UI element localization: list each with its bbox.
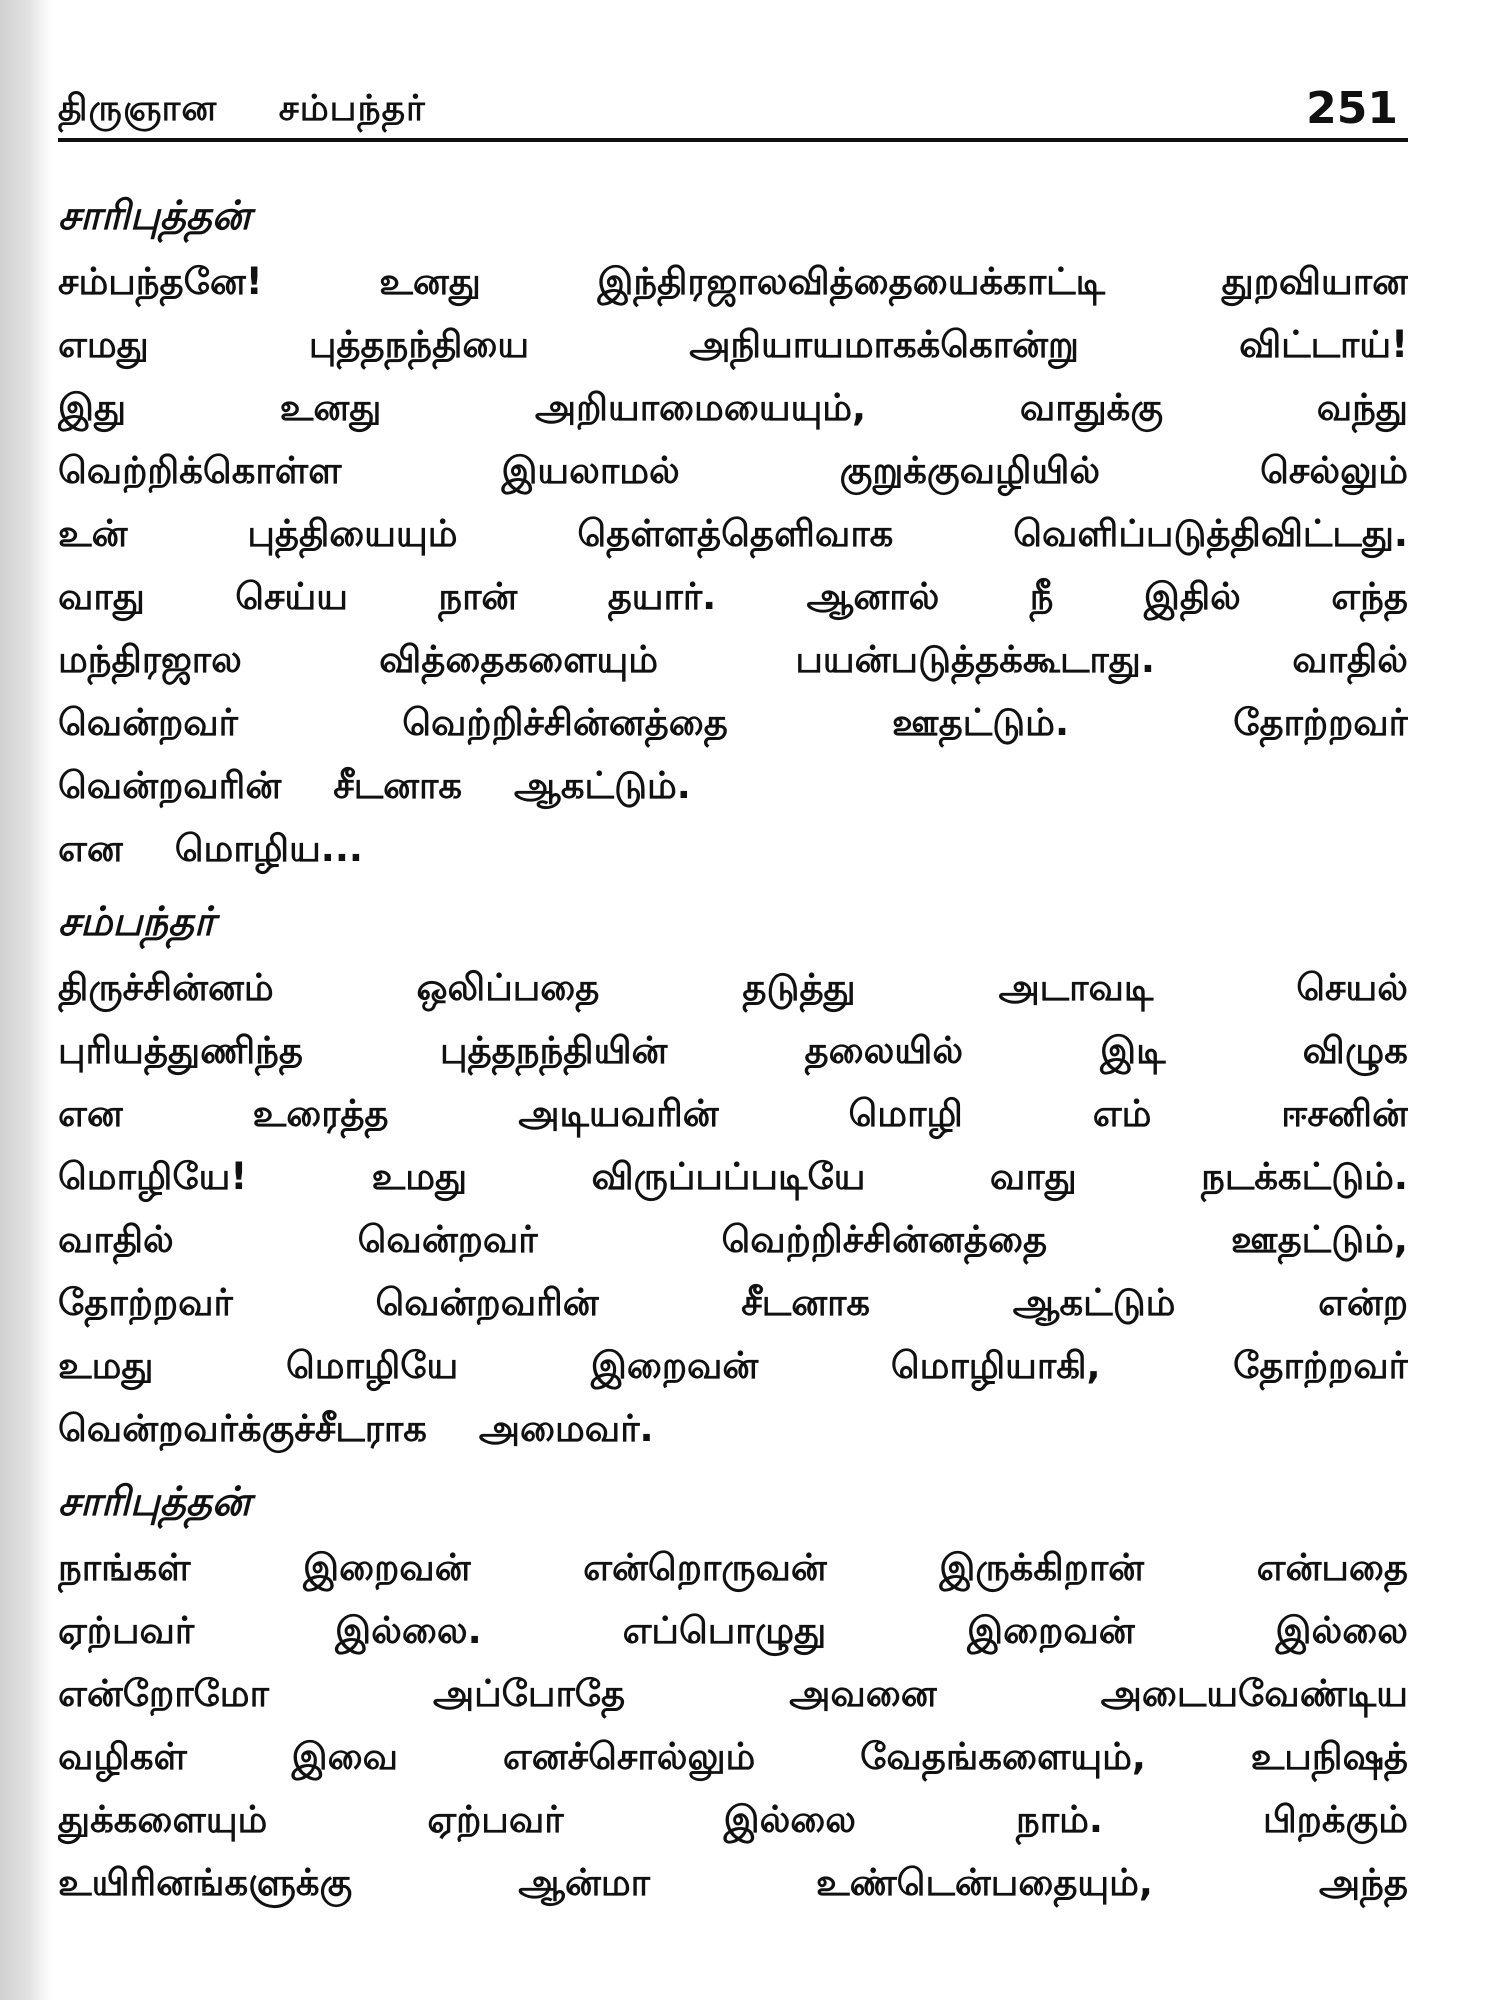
word: சீடனாக: [741, 1281, 871, 1324]
word: துறவியான: [1221, 260, 1408, 303]
word: வெற்றிச்சின்னத்தை: [721, 1218, 1048, 1261]
text-line: [58, 250, 1408, 313]
word: விட்டாய்!: [1239, 323, 1408, 366]
word: வாதில்: [1292, 638, 1408, 681]
text-line: [58, 628, 1408, 691]
word: இறைவன்: [967, 1609, 1135, 1652]
word: உன்: [58, 512, 128, 555]
word: தயார்.: [607, 575, 717, 618]
word: துக்களையும்: [58, 1798, 268, 1841]
word: அநியாயமாகக்கொன்று: [689, 323, 1079, 366]
text-line: [58, 502, 1408, 565]
word: ஆனால்: [806, 575, 940, 618]
text-line: [58, 1725, 1408, 1788]
word: என்றோமோ: [58, 1672, 269, 1715]
word: இருக்கிறான்: [939, 1546, 1145, 1589]
word: இடி: [1100, 1029, 1166, 1072]
scan-shadow-edge: [0, 0, 52, 2000]
word: இதில்: [1143, 575, 1241, 618]
body-text: [58, 182, 1408, 1914]
word: மொழி: [848, 1092, 963, 1135]
word: புத்தநந்தியை: [308, 323, 530, 366]
text-line: [58, 1271, 1408, 1334]
word: வாது: [58, 575, 145, 618]
word: ஆகட்டும்: [1012, 1281, 1176, 1324]
word: உமது: [58, 1344, 154, 1387]
word: அந்த: [1319, 1861, 1408, 1904]
text-line: [58, 565, 1408, 628]
word: விருப்பப்படியே: [591, 1155, 866, 1198]
word: உமது: [371, 1155, 468, 1198]
word: மொழிய...: [174, 827, 363, 870]
word: வென்றவர்க்குச்சீடராக: [58, 1407, 427, 1450]
word: மொழியாகி,: [890, 1344, 1101, 1387]
word: அடையவேண்டிய: [1100, 1672, 1408, 1715]
word: நாம்.: [1016, 1798, 1103, 1841]
text-line: [58, 754, 1408, 817]
word: குறுக்குவழியில்: [839, 449, 1101, 492]
word: புத்தியையும்: [247, 512, 458, 555]
word: தோற்றவர்: [58, 1281, 233, 1324]
word: வழிகள்: [58, 1735, 187, 1778]
text-line: [58, 1788, 1408, 1851]
word: இந்திரஜாலவித்தையைக்காட்டி: [597, 260, 1106, 303]
word: உயிரினங்களுக்கு: [58, 1861, 353, 1904]
word: வெற்றிக்கொள்ள: [58, 449, 342, 492]
word: அமைவர்.: [478, 1407, 654, 1450]
text-line: [58, 1334, 1408, 1397]
running-title: திருஞான சம்பந்தர்: [58, 88, 426, 129]
word: அப்போதே: [433, 1672, 626, 1715]
word: விழுக: [1302, 1029, 1408, 1072]
word: பிறக்கும்: [1262, 1798, 1408, 1841]
word: வென்றவர்: [357, 1218, 538, 1261]
word: மந்திரஜால: [58, 638, 242, 681]
word: தலையில்: [804, 1029, 964, 1072]
speaker-name: சாரிபுத்தன்: [58, 1479, 251, 1525]
word: வித்தைகளையும்: [379, 638, 659, 681]
word: நான்: [438, 575, 518, 618]
word: எமது: [58, 323, 149, 366]
word: தெள்ளத்தெளிவாக: [577, 512, 894, 555]
word: வெற்றிச்சின்னத்தை: [402, 701, 728, 744]
word: உண்டென்பதையும்,: [816, 1861, 1153, 1904]
word: இது: [58, 386, 127, 429]
dialogue-section: [58, 182, 1408, 880]
page-header: [58, 70, 1408, 142]
book-page: [58, 70, 1408, 1970]
word: இறைவன்: [303, 1546, 471, 1589]
word: ஆகட்டும்.: [514, 764, 691, 807]
word: என்றொருவன்: [583, 1546, 827, 1589]
text-line: [58, 1599, 1408, 1662]
word: வென்றவர்: [58, 701, 239, 744]
word: மொழியே: [285, 1344, 459, 1387]
page-number: 251: [1306, 83, 1398, 134]
word: என: [58, 1092, 123, 1135]
word: செல்லும்: [1260, 449, 1408, 492]
word: உபநிஷத்: [1250, 1735, 1408, 1778]
word: புரியத்துணிந்த: [58, 1029, 303, 1072]
text-line: [58, 1397, 1408, 1460]
word: உனது: [379, 260, 481, 303]
word: ஒலிப்பதை: [416, 966, 600, 1009]
word: எந்த: [1331, 575, 1408, 618]
word: நடக்கட்டும்.: [1201, 1155, 1408, 1198]
word: உரைத்த: [252, 1092, 389, 1135]
word: வாது: [989, 1155, 1077, 1198]
word: என்ற: [1318, 1281, 1408, 1324]
text-line: [58, 376, 1408, 439]
word: நாங்கள்: [58, 1546, 191, 1589]
word: எப்பொழுது: [622, 1609, 827, 1652]
word: வென்றவரின்: [375, 1281, 599, 1324]
word: சம்பந்தனே!: [58, 260, 263, 303]
word: ஊதட்டும்,: [1231, 1218, 1408, 1261]
word: அறியாமையையும்,: [535, 386, 867, 429]
word: ஊதட்டும்.: [892, 701, 1070, 744]
text-line: [58, 1145, 1408, 1208]
word: இல்லை: [723, 1798, 857, 1841]
word: இல்லை: [1275, 1609, 1408, 1652]
word: இவை: [291, 1735, 399, 1778]
text-line: [58, 313, 1408, 376]
speaker-name: சாரிபுத்தன்: [58, 193, 251, 239]
dialogue-section: [58, 1468, 1408, 1914]
word: செயல்: [1296, 966, 1408, 1009]
word: வந்து: [1316, 386, 1408, 429]
word: ஏற்பவர்: [58, 1609, 195, 1652]
word: தடுத்து: [742, 966, 856, 1009]
dialogue-section: [58, 888, 1408, 1460]
text-line: [58, 1082, 1408, 1145]
word: ஆன்மா: [518, 1861, 650, 1904]
word: அடாவடி: [998, 966, 1154, 1009]
text-line: [58, 817, 1408, 880]
word: தோற்றவர்: [1233, 1344, 1408, 1387]
text-line: [58, 1536, 1408, 1599]
word: தோற்றவர்: [1233, 701, 1408, 744]
text-line: [58, 1019, 1408, 1082]
word: எனச்சொல்லும்: [502, 1735, 756, 1778]
text-line: [58, 439, 1408, 502]
word: வெளிப்படுத்திவிட்டது.: [1013, 512, 1408, 555]
word: என்பதை: [1256, 1546, 1408, 1589]
word: என: [58, 827, 123, 870]
speaker-name: சம்பந்தர்: [58, 899, 215, 945]
word: ஏற்பவர்: [427, 1798, 564, 1841]
word: இயலாமல்: [501, 449, 680, 492]
text-line: [58, 1208, 1408, 1271]
text-line: [58, 1851, 1408, 1914]
text-line: [58, 956, 1408, 1019]
word: எம்: [1092, 1092, 1152, 1135]
word: சீடனாக: [333, 764, 463, 807]
word: ஈசனின்: [1281, 1092, 1408, 1135]
word: வேதங்களையும்,: [860, 1735, 1146, 1778]
word: அவனை: [789, 1672, 937, 1715]
word: திருச்சின்னம்: [58, 966, 274, 1009]
word: வென்றவரின்: [58, 764, 282, 807]
word: பயன்படுத்தக்கூடாது.: [795, 638, 1155, 681]
word: வாதுக்கு: [1019, 386, 1163, 429]
text-line: [58, 1662, 1408, 1725]
word: உனது: [279, 386, 382, 429]
word: மொழியே!: [58, 1155, 248, 1198]
word: இறைவன்: [590, 1344, 759, 1387]
word: செய்ய: [235, 575, 348, 618]
word: நீ: [1029, 575, 1054, 618]
text-line: [58, 691, 1408, 754]
word: அடியவரின்: [518, 1092, 719, 1135]
word: வாதில்: [58, 1218, 174, 1261]
word: இல்லை.: [335, 1609, 482, 1652]
word: புத்தநந்தியின்: [440, 1029, 668, 1072]
